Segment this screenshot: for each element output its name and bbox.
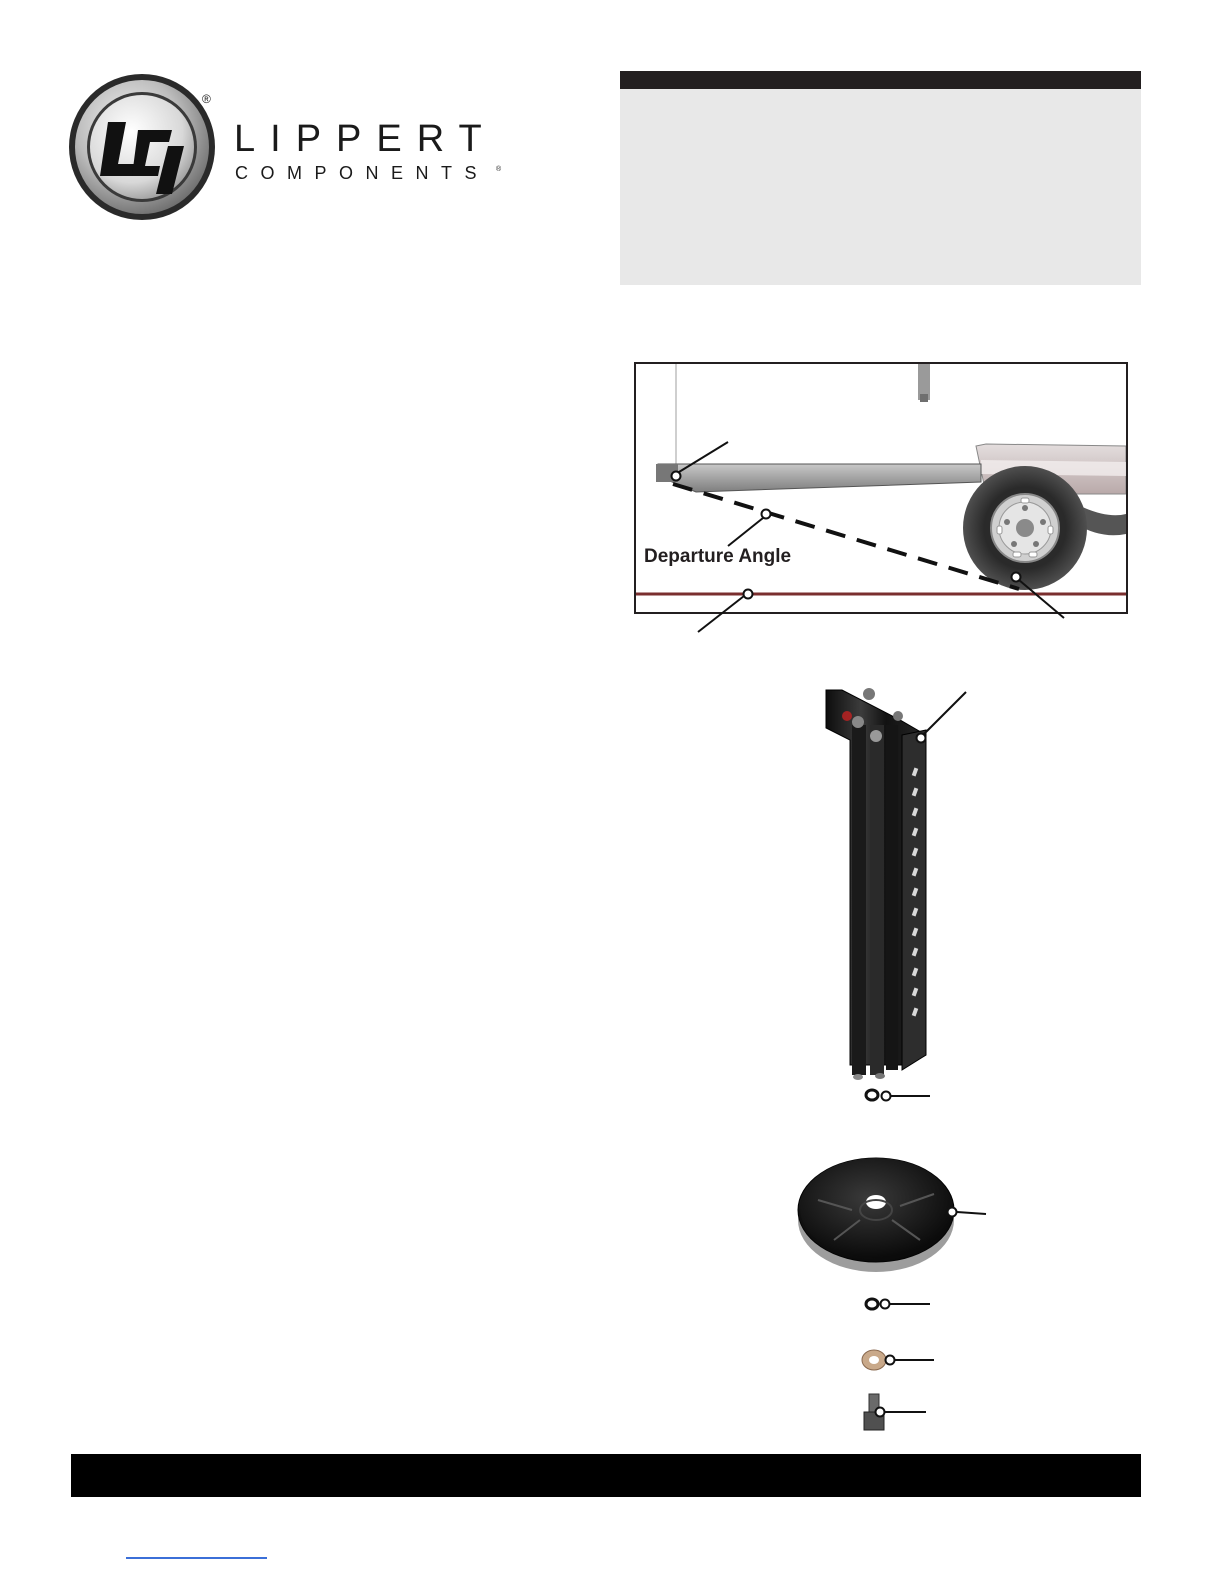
lci-logo-icon [68,72,218,222]
departure-angle-figure [634,362,1128,614]
departure-angle-label: Departure Angle [644,546,792,567]
registered-mark: ® [202,92,211,106]
registered-mark-small: ® [496,166,502,173]
title-bar [620,71,1141,89]
footer-bar [71,1454,1141,1497]
jack-leg-icon [780,680,1010,1440]
title-box [620,89,1141,285]
brand-subname: COMPONENTS [235,163,490,183]
brand-name: LIPPERT [234,118,497,160]
footer-link-underline[interactable] [126,1557,267,1559]
jack-exploded-figure [780,680,1010,1440]
company-logo [68,72,508,222]
trailer-rear-illustration [636,364,1126,612]
